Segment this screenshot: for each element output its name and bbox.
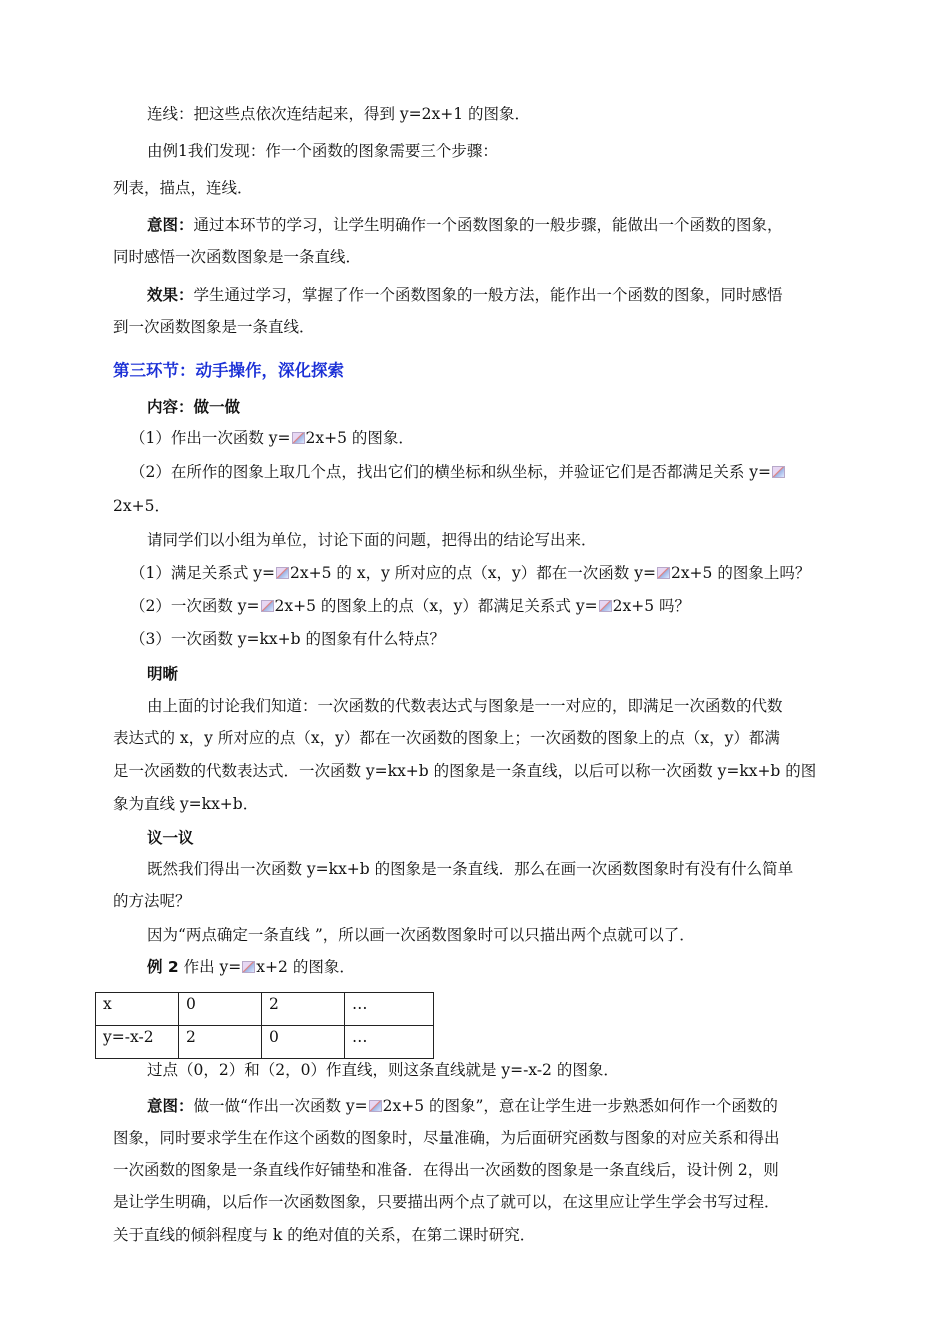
formula-image-icon [276,567,289,579]
table-cell: … [345,1026,434,1059]
effect-label: 效果： [147,286,194,304]
clarify-line-4: 象为直线 y=kx+b． [113,795,259,813]
paragraph-intent-2: 同时感悟一次函数图象是一条直线． [113,248,362,266]
formula-image-icon [242,961,255,973]
task-2 [130,462,860,482]
paragraph-intent-1 [147,215,843,235]
task-1-text-a: （1）作出一次函数 y= [130,429,291,447]
task-1-text-b: 2x+5 的图象． [305,429,414,447]
question-1-text-a: （1）满足关系式 y= [130,564,276,582]
table-cell: y=-x-2 [96,1026,179,1059]
intent2-line-5: 关于直线的倾斜程度与 k 的绝对值的关系，在第二课时研究． [113,1226,536,1244]
task-2-text-a: （2）在所作的图象上取几个点，找出它们的横坐标和纵坐标，并验证它们是否都满足关系 y= [130,463,772,481]
intent2-line-2: 图象，同时要求学生在作这个函数的图象时，尽量准确，为后面研究函数与图象的对应关系和得出 [113,1129,780,1147]
intent2-text-a: 做一做“作出一次函数 y= [193,1097,368,1115]
example-2-text-b: x+2 的图象． [256,958,355,976]
question-2-text-b: 2x+5 的图象上的点（x，y）都满足关系式 y= [274,597,598,615]
intent-label: 意图： [147,216,194,234]
example-2-label: 例 2 [147,958,179,976]
paragraph-effect-1 [147,285,843,305]
effect-text: 学生通过学习，掌握了作一个函数图象的一般方法，能作出一个函数的图象，同时感悟 [193,286,783,304]
question-3: （3）一次函数 y=kx+b 的图象有什么特点？ [130,630,446,648]
formula-image-icon [261,600,274,612]
paragraph-connect: 连线：把这些点依次连结起来，得到 y=2x+1 的图象． [147,105,531,123]
formula-image-icon [657,567,670,579]
question-1-text-c: 2x+5 的图象上吗？ [670,564,811,582]
intent2-line-3: 一次函数的图象是一条直线作好铺垫和准备．在得出一次函数的图象是一条直线后，设计例 2，则 [113,1161,779,1179]
clarify-line-1: 由上面的讨论我们知道：一次函数的代数表达式与图象是一一对应的，即满足一次函数的代数 [147,697,783,715]
formula-image-icon [292,432,305,444]
formula-image-icon [772,466,785,478]
discuss-line-3: 因为“两点确定一条直线 ”，所以画一次函数图象时可以只描出两个点就可以了． [147,926,695,944]
table-cell: … [345,993,434,1026]
question-1 [130,563,860,583]
section-heading: 第三环节：动手操作，深化探索 [113,361,344,380]
paragraph-steps: 列表，描点，连线． [113,179,253,197]
example-2-text-a: 作出 y= [178,958,242,976]
question-1-text-b: 2x+5 的 x，y 所对应的点（x，y）都在一次函数 y= [290,564,656,582]
value-table [95,992,434,1059]
discuss-line-1: 既然我们得出一次函数 y=kx+b 的图象是一条直线．那么在画一次函数图象时有没有什么简单 [147,860,794,878]
clarify-line-2: 表达式的 x，y 所对应的点（x，y）都在一次函数的图象上；一次函数的图象上的点（x，y）都满 [113,729,780,747]
intent2-text-b: 2x+5 的图象”，意在让学生进一步熟悉如何作一个函数的 [382,1097,778,1115]
group-instruction: 请同学们以小组为单位，讨论下面的问题，把得出的结论写出来． [147,531,597,549]
question-2 [130,596,860,616]
formula-image-icon [369,1100,382,1112]
discuss-line-2: 的方法呢？ [113,892,191,910]
intent2-line-1 [147,1096,843,1116]
table-cell: 0 [262,1026,345,1059]
table-cell: 2 [179,1026,262,1059]
table-cell: x [96,993,179,1026]
discuss-label: 议一议 [147,829,194,847]
formula-image-icon [599,600,612,612]
clarify-label: 明晰 [147,665,179,683]
intent2-label: 意图： [147,1097,194,1115]
table-row [96,1026,434,1059]
content-label: 内容：做一做 [147,398,241,416]
intent-text: 通过本环节的学习，让学生明确作一个函数图象的一般步骤，能做出一个函数的图象， [193,216,783,234]
table-row [96,993,434,1026]
question-2-text-a: （2）一次函数 y= [130,597,260,615]
task-2-cont: 2x+5． [113,497,170,515]
table-cell: 0 [179,993,262,1026]
paragraph-discovery: 由例1我们发现：作一个函数的图象需要三个步骤： [147,142,498,160]
question-2-text-c: 2x+5 吗？ [612,597,690,615]
paragraph-effect-2: 到一次函数图象是一条直线． [113,318,315,336]
clarify-line-3: 足一次函数的代数表达式．一次函数 y=kx+b 的图象是一条直线，以后可以称一次函数 y=kx+b 的图 [113,762,817,780]
task-1 [130,428,860,448]
example-2 [147,957,877,977]
after-table-text: 过点（0，2）和（2，0）作直线，则这条直线就是 y=-x-2 的图象． [147,1061,619,1079]
table-cell: 2 [262,993,345,1026]
intent2-line-4: 是让学生明确，以后作一次函数图象，只要描出两个点了就可以，在这里应让学生学会书写过程． [113,1193,780,1211]
